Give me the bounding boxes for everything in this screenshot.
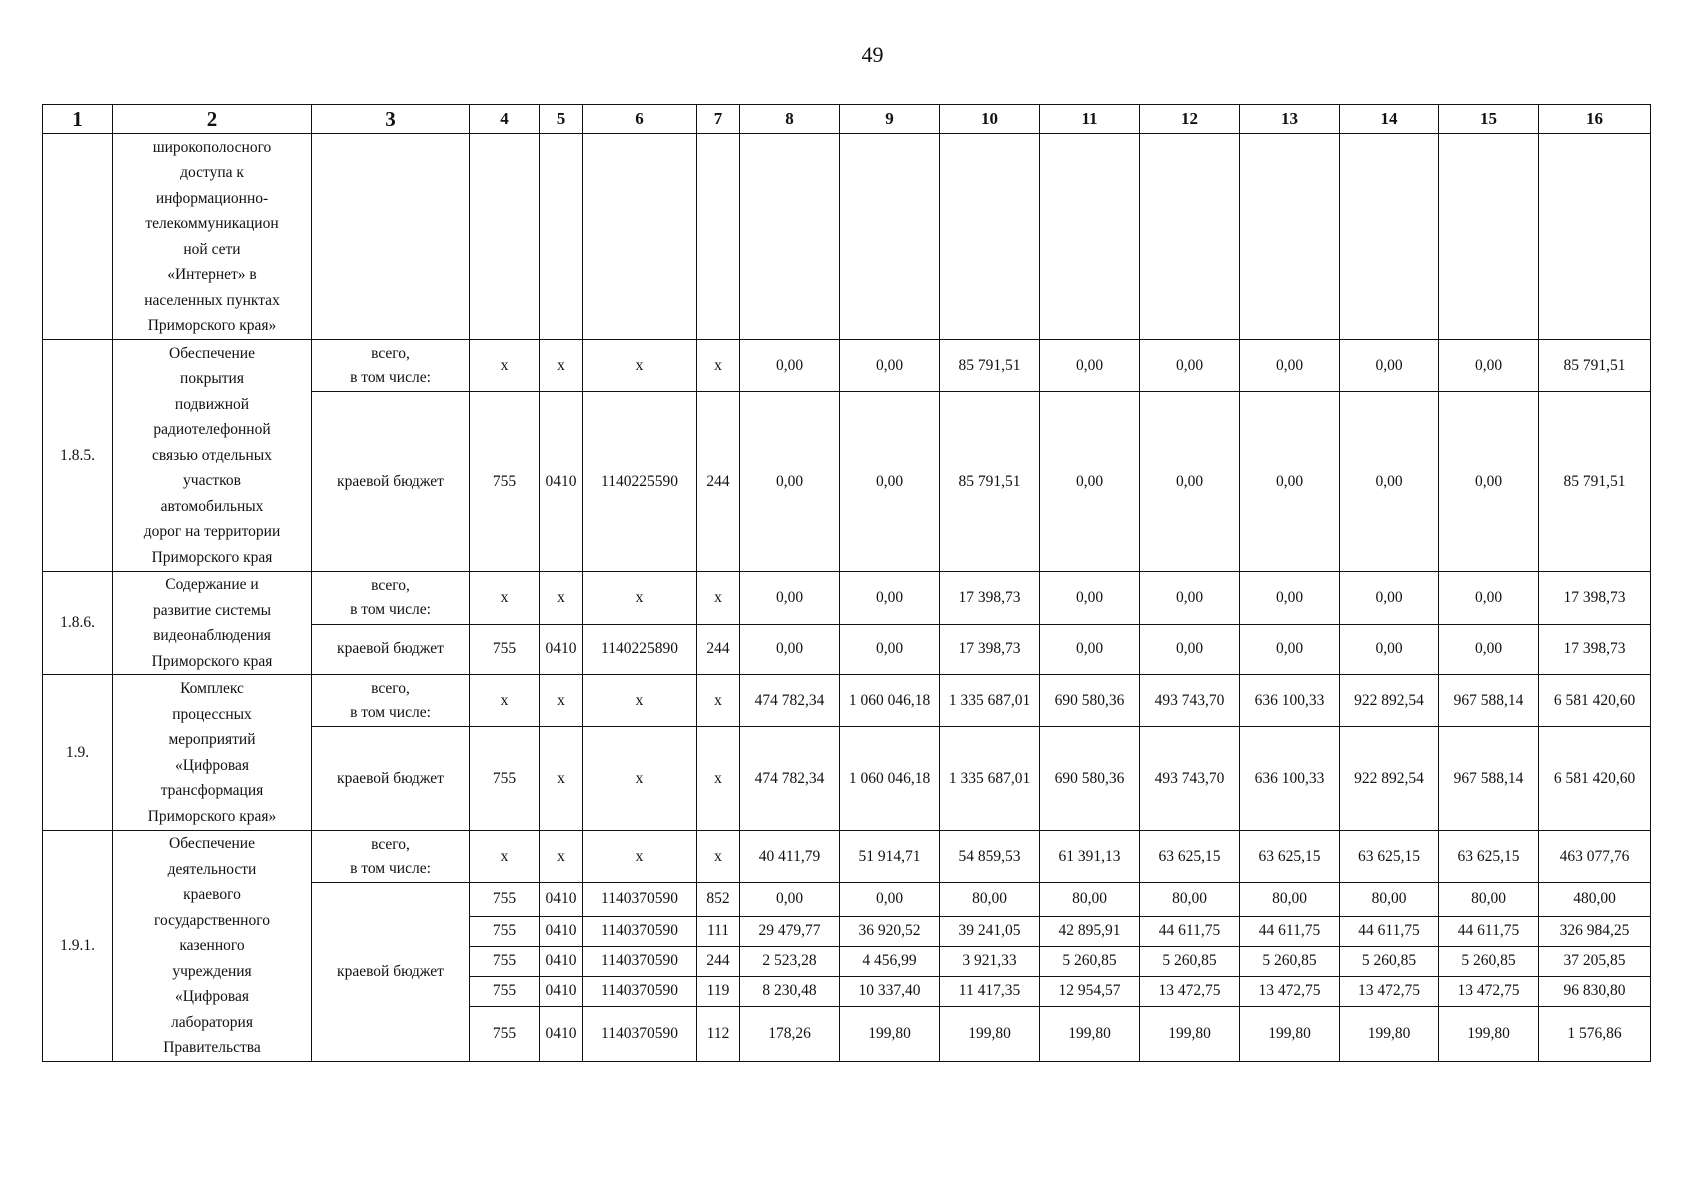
description-line: Содержание и [165, 576, 259, 593]
value-cell-y7: 0,00 [1340, 572, 1439, 625]
value-cell-y4: 0,00 [1040, 624, 1140, 675]
value-cell-col5: 0410 [540, 883, 583, 917]
header-col-15: 15 [1439, 105, 1539, 134]
value-cell-total: 6 581 420,60 [1539, 727, 1651, 831]
value-cell-col5: x [540, 340, 583, 392]
value-cell-y5: 493 743,70 [1140, 675, 1240, 727]
value-cell-y8: 80,00 [1439, 883, 1539, 917]
value-cell-col4: 755 [470, 946, 540, 976]
value-cell-y8: 967 588,14 [1439, 727, 1539, 831]
value-cell-col4: 755 [470, 916, 540, 946]
value-cell-y1: 474 782,34 [740, 675, 840, 727]
value-cell-y2: 1 060 046,18 [840, 675, 940, 727]
header-col-5: 5 [540, 105, 583, 134]
description-line: связью отдельных [152, 446, 272, 464]
description-line: развитие системы [152, 601, 272, 619]
value-cell-col6: x [583, 831, 697, 883]
value-cell-col6: x [583, 572, 697, 625]
value-cell-y8: 0,00 [1439, 572, 1539, 625]
source-budget-cell: краевой бюджет [312, 883, 470, 1062]
value-cell-col5: 0410 [540, 1006, 583, 1061]
description-line: телекоммуникацион [145, 215, 279, 232]
value-cell-y4: 0,00 [1040, 340, 1140, 392]
header-col-7: 7 [697, 105, 740, 134]
value-cell-y5: 0,00 [1140, 340, 1240, 392]
header-col-1: 1 [43, 105, 113, 134]
value-cell-y6: 0,00 [1240, 340, 1340, 392]
value-cell-y7: 5 260,85 [1340, 946, 1439, 976]
description-line: лаборатория [171, 1013, 253, 1031]
value-cell-y4: 0,00 [1040, 572, 1140, 625]
description-line: учреждения [172, 962, 252, 980]
description-line: дорог на территории [143, 523, 281, 541]
value-cell-total: 17 398,73 [1539, 572, 1651, 625]
table-row [43, 831, 1651, 883]
value-cell-y7: 922 892,54 [1340, 727, 1439, 831]
value-cell-y2: 36 920,52 [840, 916, 940, 946]
description-line: радиотелефонной [153, 421, 271, 439]
value-cell-col4: x [470, 831, 540, 883]
value-cell-y8: 44 611,75 [1439, 916, 1539, 946]
description-line: Приморского края [151, 548, 273, 566]
header-col-6: 6 [583, 105, 697, 134]
value-cell-col6: x [583, 340, 697, 392]
value-cell-y5: 5 260,85 [1140, 946, 1240, 976]
value-cell-y3: 3 921,33 [940, 946, 1040, 976]
value-cell-total: 1 576,86 [1539, 1006, 1651, 1061]
value-cell-y2: 0,00 [840, 624, 940, 675]
value-cell-y1: 40 411,79 [740, 831, 840, 883]
value-cell-total: 17 398,73 [1539, 624, 1651, 675]
value-cell-col7: x [697, 340, 740, 392]
header-col-9: 9 [840, 105, 940, 134]
value-cell-col5: x [540, 675, 583, 727]
value-cell-y3: 85 791,51 [940, 392, 1040, 572]
header-col-4: 4 [470, 105, 540, 134]
value-cell-y1: 0,00 [740, 624, 840, 675]
description-line: подвижной [174, 395, 250, 413]
value-cell-y7: 13 472,75 [1340, 976, 1439, 1006]
description-line: Комплекс [180, 680, 244, 697]
header-col-16: 16 [1539, 105, 1651, 134]
value-cell-col6: 1140370590 [583, 946, 697, 976]
value-cell-y2: 4 456,99 [840, 946, 940, 976]
description-cell [113, 675, 312, 831]
value-cell-y8: 967 588,14 [1439, 675, 1539, 727]
description-line: государственного [154, 911, 270, 929]
description-line: «Цифровая [175, 756, 249, 774]
value-cell-y4: 690 580,36 [1040, 727, 1140, 831]
value-cell-col7: 244 [697, 946, 740, 976]
value-cell-y4: 80,00 [1040, 883, 1140, 917]
value-cell-col4: x [470, 340, 540, 392]
table-row-continuation [43, 134, 1651, 340]
value-cell-total: 37 205,85 [1539, 946, 1651, 976]
value-cell-col4: x [470, 572, 540, 625]
value-cell-total: 6 581 420,60 [1539, 675, 1651, 727]
value-cell-y7: 0,00 [1340, 392, 1439, 572]
value-cell-y6: 0,00 [1240, 392, 1340, 572]
value-cell-y8: 13 472,75 [1439, 976, 1539, 1006]
value-cell-col4: 755 [470, 976, 540, 1006]
value-cell-y7: 44 611,75 [1340, 916, 1439, 946]
value-cell-y6: 5 260,85 [1240, 946, 1340, 976]
description-line: населенных пунктах [144, 291, 280, 309]
value-cell-y1: 0,00 [740, 392, 840, 572]
description-line: процессных [172, 705, 252, 723]
value-cell-y6: 44 611,75 [1240, 916, 1340, 946]
value-cell-y7: 0,00 [1340, 624, 1439, 675]
code-cell: 1.9. [43, 675, 113, 831]
value-cell-col6: 1140370590 [583, 916, 697, 946]
value-cell-y6: 13 472,75 [1240, 976, 1340, 1006]
value-cell-total: 326 984,25 [1539, 916, 1651, 946]
value-cell-col5: 0410 [540, 946, 583, 976]
header-col-12: 12 [1140, 105, 1240, 134]
value-cell-col7: x [697, 831, 740, 883]
value-cell-col5: 0410 [540, 976, 583, 1006]
value-cell-col7: 119 [697, 976, 740, 1006]
value-cell-y4: 0,00 [1040, 392, 1140, 572]
value-cell-col5: x [540, 727, 583, 831]
description-line: Приморского края» [147, 317, 277, 334]
page-number: 49 [861, 42, 884, 67]
description-line: Обеспечение [169, 344, 255, 362]
value-cell-y6: 63 625,15 [1240, 831, 1340, 883]
value-cell-y8: 199,80 [1439, 1006, 1539, 1061]
value-cell-col7: 244 [697, 624, 740, 675]
value-cell-y5: 44 611,75 [1140, 916, 1240, 946]
value-cell-y3: 199,80 [940, 1006, 1040, 1061]
value-cell-col6: x [583, 675, 697, 727]
description-line: информационно- [155, 189, 269, 207]
source-total-cell: всего, в том числе: [312, 572, 470, 625]
value-cell-col4: 755 [470, 392, 540, 572]
value-cell-y3: 11 417,35 [940, 976, 1040, 1006]
value-cell-y2: 1 060 046,18 [840, 727, 940, 831]
value-cell-col7: 111 [697, 916, 740, 946]
source-budget-cell: краевой бюджет [312, 727, 470, 831]
value-cell-y4: 5 260,85 [1040, 946, 1140, 976]
value-cell-col4: x [470, 675, 540, 727]
value-cell-y8: 0,00 [1439, 624, 1539, 675]
header-col-14: 14 [1340, 105, 1439, 134]
budget-table [42, 104, 1651, 1062]
value-cell-y3: 1 335 687,01 [940, 727, 1040, 831]
value-cell-col7: x [697, 675, 740, 727]
source-budget-cell: краевой бюджет [312, 624, 470, 675]
value-cell-y7: 199,80 [1340, 1006, 1439, 1061]
value-cell-col6: 1140225890 [583, 624, 697, 675]
value-cell-y3: 39 241,05 [940, 916, 1040, 946]
value-cell-col6: 1140225590 [583, 392, 697, 572]
value-cell-col6: x [583, 727, 697, 831]
code-cell [43, 134, 113, 340]
header-col-13: 13 [1240, 105, 1340, 134]
value-cell-total: 85 791,51 [1539, 392, 1651, 572]
description-line: участков [183, 472, 241, 490]
value-cell-col5: 0410 [540, 624, 583, 675]
value-cell-y1: 474 782,34 [740, 727, 840, 831]
value-cell-y4: 61 391,13 [1040, 831, 1140, 883]
value-cell-y6: 0,00 [1240, 572, 1340, 625]
value-cell-total: 85 791,51 [1539, 340, 1651, 392]
value-cell-y3: 17 398,73 [940, 624, 1040, 675]
description-cell [113, 572, 312, 675]
table-row [43, 340, 1651, 392]
code-cell: 1.8.6. [43, 572, 113, 675]
description-line: ной сети [183, 240, 241, 258]
header-col-2: 2 [113, 105, 312, 134]
value-cell-y1: 0,00 [740, 572, 840, 625]
description-line: автомобильных [160, 497, 264, 515]
value-cell-y5: 0,00 [1140, 572, 1240, 625]
value-cell-y3: 54 859,53 [940, 831, 1040, 883]
value-cell-y1: 8 230,48 [740, 976, 840, 1006]
description-line: «Цифровая [175, 988, 249, 1005]
value-cell-y7: 63 625,15 [1340, 831, 1439, 883]
value-cell-total: 96 830,80 [1539, 976, 1651, 1006]
value-cell-y1: 178,26 [740, 1006, 840, 1061]
value-cell-y2: 10 337,40 [840, 976, 940, 1006]
value-cell-y6: 636 100,33 [1240, 727, 1340, 831]
value-cell-y5: 199,80 [1140, 1006, 1240, 1061]
value-cell-col7: x [697, 572, 740, 625]
code-cell: 1.8.5. [43, 340, 113, 572]
description-line: видеонаблюдения [153, 627, 271, 644]
code-cell: 1.9.1. [43, 831, 113, 1062]
value-cell-y3: 1 335 687,01 [940, 675, 1040, 727]
value-cell-col5: 0410 [540, 916, 583, 946]
description-line: трансформация [160, 782, 264, 799]
value-cell-y7: 0,00 [1340, 340, 1439, 392]
source-total-cell: всего, в том числе: [312, 675, 470, 727]
description-cell [113, 340, 312, 572]
value-cell-col6: 1140370590 [583, 976, 697, 1006]
value-cell-y5: 0,00 [1140, 392, 1240, 572]
header-col-8: 8 [740, 105, 840, 134]
value-cell-y6: 199,80 [1240, 1006, 1340, 1061]
description-line: мероприятий [168, 731, 256, 748]
description-line: Приморского края» [147, 807, 277, 825]
description-line: Правительства [163, 1039, 261, 1056]
value-cell-y6: 636 100,33 [1240, 675, 1340, 727]
value-cell-col7: 852 [697, 883, 740, 917]
value-cell-total: 480,00 [1539, 883, 1651, 917]
value-cell-y4: 42 895,91 [1040, 916, 1140, 946]
value-cell-y1: 2 523,28 [740, 946, 840, 976]
description-line: доступа к [180, 164, 244, 181]
value-cell-col7: 244 [697, 392, 740, 572]
header-row [43, 105, 1651, 134]
value-cell-col5: x [540, 572, 583, 625]
value-cell-y3: 17 398,73 [940, 572, 1040, 625]
description-line: Приморского края [151, 652, 273, 670]
source-total-cell: всего, в том числе: [312, 340, 470, 392]
value-cell-y2: 51 914,71 [840, 831, 940, 883]
header-col-10: 10 [940, 105, 1040, 134]
source-budget-cell: краевой бюджет [312, 392, 470, 572]
value-cell-y4: 690 580,36 [1040, 675, 1140, 727]
value-cell-y6: 80,00 [1240, 883, 1340, 917]
value-cell-col4: 755 [470, 727, 540, 831]
value-cell-col5: x [540, 831, 583, 883]
value-cell-y5: 80,00 [1140, 883, 1240, 917]
value-cell-y8: 5 260,85 [1439, 946, 1539, 976]
description-line: казенного [179, 937, 245, 954]
description-cell [113, 134, 312, 340]
value-cell-col4: 755 [470, 624, 540, 675]
value-cell-col4: 755 [470, 883, 540, 917]
value-cell-y3: 80,00 [940, 883, 1040, 917]
value-cell-y3: 85 791,51 [940, 340, 1040, 392]
value-cell-col6: 1140370590 [583, 883, 697, 917]
description-line: «Интернет» в [167, 266, 257, 283]
table-row [43, 572, 1651, 625]
description-line: Обеспечение [169, 835, 255, 852]
description-line: деятельности [167, 860, 257, 878]
value-cell-y8: 63 625,15 [1439, 831, 1539, 883]
value-cell-col6: 1140370590 [583, 1006, 697, 1061]
value-cell-col5: 0410 [540, 392, 583, 572]
description-line: покрытия [180, 370, 244, 388]
value-cell-col7: x [697, 727, 740, 831]
description-line: широкополосного [152, 138, 272, 156]
value-cell-y5: 13 472,75 [1140, 976, 1240, 1006]
value-cell-y1: 29 479,77 [740, 916, 840, 946]
value-cell-y2: 0,00 [840, 340, 940, 392]
description-cell [113, 831, 312, 1062]
value-cell-y1: 0,00 [740, 883, 840, 917]
value-cell-total: 463 077,76 [1539, 831, 1651, 883]
value-cell-y4: 12 954,57 [1040, 976, 1140, 1006]
value-cell-col4: 755 [470, 1006, 540, 1061]
value-cell-col7: 112 [697, 1006, 740, 1061]
value-cell-y5: 63 625,15 [1140, 831, 1240, 883]
description-line: краевого [183, 886, 241, 903]
value-cell-y8: 0,00 [1439, 392, 1539, 572]
value-cell-y8: 0,00 [1439, 340, 1539, 392]
table-row [43, 675, 1651, 727]
value-cell-y2: 0,00 [840, 392, 940, 572]
value-cell-y5: 0,00 [1140, 624, 1240, 675]
value-cell-y1: 0,00 [740, 340, 840, 392]
value-cell-y4: 199,80 [1040, 1006, 1140, 1061]
value-cell-y7: 922 892,54 [1340, 675, 1439, 727]
value-cell-y2: 199,80 [840, 1006, 940, 1061]
value-cell-y2: 0,00 [840, 883, 940, 917]
header-col-3: 3 [312, 105, 470, 134]
value-cell-y7: 80,00 [1340, 883, 1439, 917]
value-cell-y6: 0,00 [1240, 624, 1340, 675]
source-total-cell: всего, в том числе: [312, 831, 470, 883]
value-cell-y2: 0,00 [840, 572, 940, 625]
value-cell-y5: 493 743,70 [1140, 727, 1240, 831]
header-col-11: 11 [1040, 105, 1140, 134]
